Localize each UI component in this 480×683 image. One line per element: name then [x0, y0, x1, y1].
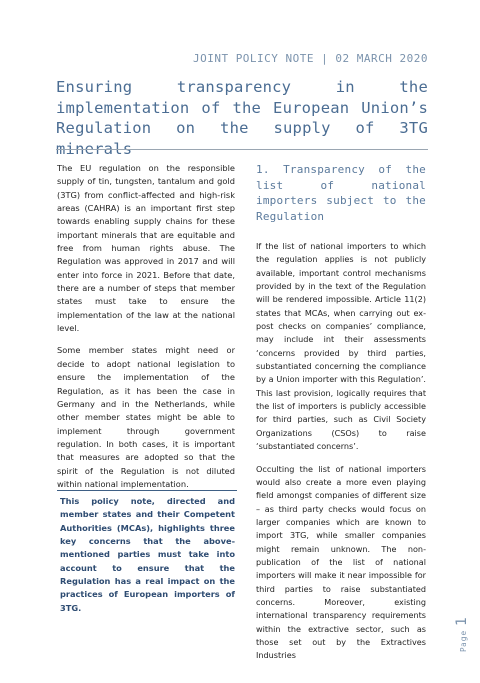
callout-box [57, 490, 237, 615]
page-number-value: 1 [454, 616, 470, 626]
title-divider [56, 149, 428, 150]
left-paragraph-1: The EU regulation on the responsible supply of tin, tungsten, tantalum and gold (3TG) from conflict-affected and high-risk areas (CAHRA) is an important first step towards enabling supply chains for these important minerals that are equitable and free from human rights abuse. The Regulation was approved in 2017 and will enter into force in 2021. Before that date, there are a number of steps that member states must take to ensure the implementation of the law at the national level. [57, 163, 235, 334]
page-number-rotated [451, 617, 470, 652]
left-paragraph-2: Some member states might need or decide to adopt national legislation to ensure the implementation of the Regulation, as it has been the case in Germany and in the Netherlands, while other member states might be able to implement through government regulation. In both cases, it is important that measures are adopted so that the spirit of the Regulation is not diluted within national implementation. [57, 345, 235, 489]
page-title: Ensuring transparency in the implementation of the European Union’s Regulation on the supply of 3TG minerals [56, 78, 428, 158]
section-heading: 1. Transparency of the list of national importers subject to the Regulation [256, 163, 426, 223]
left-column [57, 162, 235, 500]
right-paragraph-2: Occulting the list of national importers would also create a more even playing field amongst companies of different size – as third party checks would focus on larger companies which are known to import 3TG, while smaller companies might remain unknown. The non-publication of the list of national importers will make it near impossible for third parties to raise substantiated concerns. Moreover, existing international transparency requirements within the extractive sector, such as those set out by the Extractives Industries [256, 463, 426, 661]
policy-note-header: JOINT POLICY NOTE | 02 MARCH 2020 [192, 52, 428, 65]
page-number [451, 592, 470, 672]
right-column [256, 162, 426, 672]
page-word: Page [459, 629, 468, 652]
right-paragraph-1: If the list of national importers to which the regulation applies is not publicly available, important control mechanisms provided by in the text of the Regulation will be rendered impossible. Article 11(2) states that MCAs, when carrying out ex-post checks on companies’ compliance, may include int their assessments ‘concerns provided by third parties, substantiated concerning the compliance by a Union importer with this Regulation’. This last provision, logically requires that the list of importers is publicly accessible for third parties, such as Civil Society Organizations (CSOs) to raise ‘substantiated concerns’. [256, 241, 426, 452]
callout-text: This policy note, directed and member states and their Competent Authorities (MCAs), highlights three key concerns that the above-mentioned parties must take into account to ensure that the Regulation has a real impact on the practices of European importers of 3TG. [60, 496, 235, 613]
